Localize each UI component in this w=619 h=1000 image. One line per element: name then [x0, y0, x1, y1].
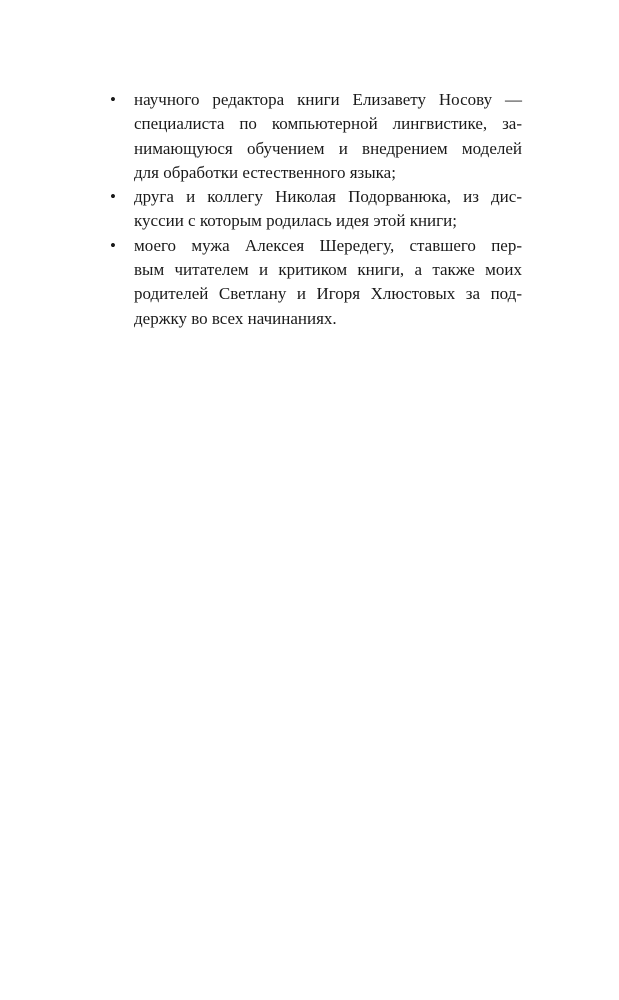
bullet-icon: • [110, 187, 116, 207]
text-line: держку во всех начинаниях. [134, 308, 337, 328]
bullet-icon: • [110, 235, 116, 255]
text-line: куссии с которым родилась идея этой книги; [134, 211, 457, 231]
list-item [110, 88, 522, 185]
text-line: родителей Светлану и Игоря Хлюстовых за под- [134, 284, 522, 304]
text-line: моего мужа Алексея Шередегу, ставшего пер- [134, 235, 522, 255]
acknowledgements-list [110, 88, 522, 331]
text-line: специалиста по компьютерной лингвистике, за- [134, 114, 522, 134]
list-item [110, 234, 522, 331]
text-line: нимающуюся обучением и внедрением моделей [134, 138, 522, 158]
text-line: для обработки естественного языка; [134, 162, 396, 182]
text-line: вым читателем и критиком книги, а также моих [134, 260, 522, 280]
text-line: научного редактора книги Елизавету Носову — [134, 90, 522, 109]
text-line: друга и коллегу Николая Подорванюка, из дис- [134, 187, 522, 207]
list-item [110, 185, 522, 234]
bullet-icon: • [110, 90, 116, 109]
